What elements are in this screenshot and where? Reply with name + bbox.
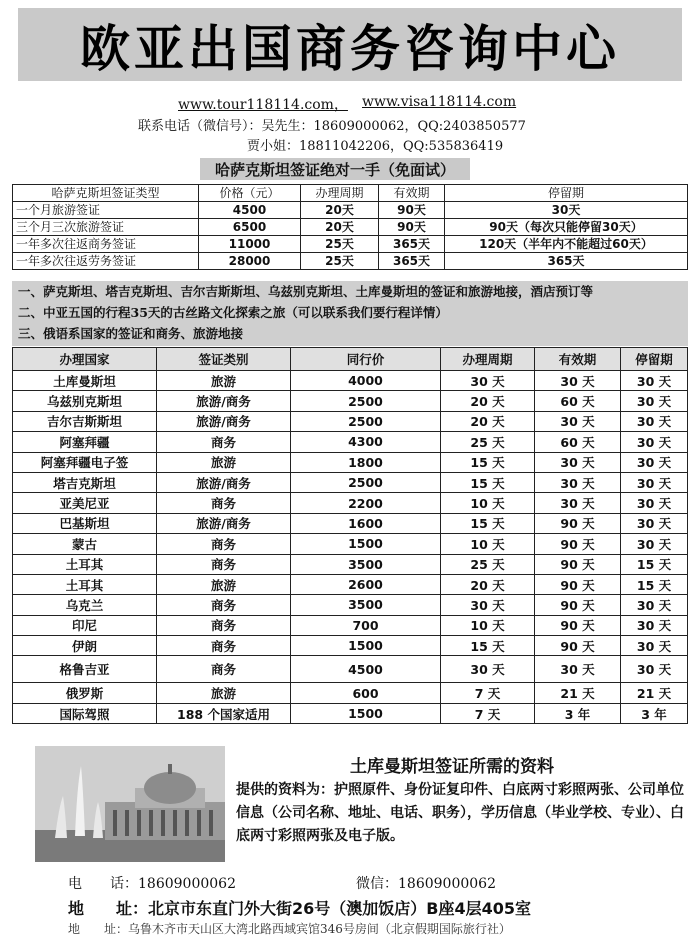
visa-category: 旅游 <box>157 574 291 594</box>
building-photo <box>35 746 225 862</box>
stay-period: 30 天 <box>621 513 688 533</box>
country: 印尼 <box>13 615 157 635</box>
table-row <box>13 554 688 574</box>
table-row <box>13 513 688 533</box>
validity: 30 天 <box>535 472 621 492</box>
visa-category: 商务 <box>157 554 291 574</box>
kazakhstan-visa-table <box>12 184 688 270</box>
validity: 30 天 <box>535 452 621 472</box>
palace-illustration <box>35 746 225 862</box>
stay-period: 120天（半年内不能超过60天） <box>445 236 688 253</box>
stay-period: 30 天 <box>621 656 688 683</box>
title-banner <box>18 8 682 81</box>
processing-period: 25 天 <box>441 432 535 452</box>
stay-period: 30 天 <box>621 636 688 656</box>
country: 土库曼斯坦 <box>13 371 157 391</box>
table-row <box>13 452 688 472</box>
price: 6500 <box>199 219 301 236</box>
stay-period: 30 天 <box>621 371 688 391</box>
validity: 90天 <box>379 202 445 219</box>
processing-period: 30 天 <box>441 371 535 391</box>
validity: 30 天 <box>535 411 621 431</box>
visa-category: 商务 <box>157 432 291 452</box>
country: 塔吉克斯坦 <box>13 472 157 492</box>
stay-period: 30天 <box>445 202 688 219</box>
stay-period: 3 年 <box>621 703 688 723</box>
validity: 60 天 <box>535 432 621 452</box>
visa-category: 旅游/商务 <box>157 391 291 411</box>
column-header: 停留期 <box>621 348 688 371</box>
validity: 90 天 <box>535 554 621 574</box>
contact-line-1: 联系电话（微信号）：吴先生：18609000062，QQ:2403850577 <box>138 119 526 134</box>
peer-price: 4300 <box>291 432 441 452</box>
visa-category: 旅游/商务 <box>157 513 291 533</box>
processing-period: 10 天 <box>441 534 535 554</box>
footer-address-beijing <box>68 896 531 919</box>
country: 国际驾照 <box>13 703 157 723</box>
validity: 21 天 <box>535 683 621 703</box>
column-header: 办理国家 <box>13 348 157 371</box>
services-notes <box>12 281 688 346</box>
contact-line-2: 贾小姐：18811042206，QQ:535836419 <box>247 139 504 154</box>
processing-period: 20天 <box>301 202 379 219</box>
peer-price: 1500 <box>291 636 441 656</box>
processing-period: 20天 <box>301 219 379 236</box>
address-label: 地 址： <box>68 899 149 918</box>
stay-period: 30 天 <box>621 472 688 492</box>
validity: 30 天 <box>535 493 621 513</box>
table-row <box>13 683 688 703</box>
country: 阿塞拜疆电子签 <box>13 452 157 472</box>
visa-category: 旅游/商务 <box>157 472 291 492</box>
column-header: 有效期 <box>535 348 621 371</box>
table-row <box>13 574 688 594</box>
stay-period: 30 天 <box>621 615 688 635</box>
table-row <box>13 493 688 513</box>
validity: 3 年 <box>535 703 621 723</box>
table-row <box>13 595 688 615</box>
address-text: 北京市东直门外大街26号（澳加饭店）B座4层405室 <box>148 899 532 918</box>
validity: 30 天 <box>535 371 621 391</box>
validity: 90 天 <box>535 595 621 615</box>
peer-price: 1600 <box>291 513 441 533</box>
peer-price: 4000 <box>291 371 441 391</box>
column-header: 价格（元） <box>199 185 301 202</box>
stay-period: 21 天 <box>621 683 688 703</box>
table-header-row <box>13 348 688 371</box>
page-title: 欧亚出国商务咨询中心 <box>80 19 620 78</box>
wechat-id: 18609000062 <box>398 876 496 892</box>
stay-period: 90天（每次只能停留30天） <box>445 219 688 236</box>
peer-price: 4500 <box>291 656 441 683</box>
processing-period: 7 天 <box>441 683 535 703</box>
validity: 365天 <box>379 253 445 270</box>
phone-number[interactable]: 18609000062 <box>138 876 236 892</box>
stay-period: 15 天 <box>621 574 688 594</box>
validity: 90 天 <box>535 574 621 594</box>
peer-price: 3500 <box>291 554 441 574</box>
processing-period: 30 天 <box>441 595 535 615</box>
peer-price: 1500 <box>291 534 441 554</box>
validity: 90天 <box>379 219 445 236</box>
processing-period: 25天 <box>301 236 379 253</box>
processing-period: 15 天 <box>441 452 535 472</box>
stay-period: 30 天 <box>621 432 688 452</box>
price: 28000 <box>199 253 301 270</box>
processing-period: 10 天 <box>441 615 535 635</box>
peer-price: 2200 <box>291 493 441 513</box>
validity: 90 天 <box>535 534 621 554</box>
stay-period: 30 天 <box>621 493 688 513</box>
country: 乌兹别克斯坦 <box>13 391 157 411</box>
column-header: 哈萨克斯坦签证类型 <box>13 185 199 202</box>
table-row <box>13 411 688 431</box>
country: 土耳其 <box>13 554 157 574</box>
wechat-label: 微信： <box>356 876 398 892</box>
country: 吉尔吉斯斯坦 <box>13 411 157 431</box>
country: 巴基斯坦 <box>13 513 157 533</box>
note-line: 三、俄语系国家的签证和商务、旅游地接 <box>18 326 244 341</box>
visa-category: 旅游/商务 <box>157 411 291 431</box>
country: 蒙古 <box>13 534 157 554</box>
processing-period: 10 天 <box>441 493 535 513</box>
visa-category: 商务 <box>157 615 291 635</box>
table-row <box>13 703 688 723</box>
requirements-body: 提供的资料为：护照原件、身份证复印件、白底两寸彩照两张、公司单位信息（公司名称、地址、电话、职务），学历信息（毕业学校、专业）、白底两寸彩照两张及电子版。 <box>236 782 684 844</box>
price: 4500 <box>199 202 301 219</box>
country: 阿塞拜疆 <box>13 432 157 452</box>
country: 俄罗斯 <box>13 683 157 703</box>
stay-period: 30 天 <box>621 411 688 431</box>
column-header: 办理周期 <box>441 348 535 371</box>
visa-category: 旅游 <box>157 371 291 391</box>
note-line: 一、萨克斯坦、塔吉克斯坦、吉尔吉斯斯坦、乌兹别克斯坦、土库曼斯坦的签证和旅游地接，酒店预订等 <box>18 284 594 299</box>
country: 伊朗 <box>13 636 157 656</box>
visa-category: 商务 <box>157 534 291 554</box>
column-header: 同行价 <box>291 348 441 371</box>
processing-period: 20 天 <box>441 391 535 411</box>
table-row <box>13 202 688 219</box>
visa-type: 一个月旅游签证 <box>13 202 199 219</box>
column-header: 签证类别 <box>157 348 291 371</box>
country: 亚美尼亚 <box>13 493 157 513</box>
visa-type: 三个月三次旅游签证 <box>13 219 199 236</box>
peer-price: 2500 <box>291 472 441 492</box>
stay-period: 365天 <box>445 253 688 270</box>
address-label: 地 址： <box>68 922 129 936</box>
stay-period: 30 天 <box>621 595 688 615</box>
table-row <box>13 432 688 452</box>
price: 11000 <box>199 236 301 253</box>
peer-price: 1800 <box>291 452 441 472</box>
processing-period: 15 天 <box>441 513 535 533</box>
table-row <box>13 371 688 391</box>
column-header: 有效期 <box>379 185 445 202</box>
validity: 90 天 <box>535 615 621 635</box>
requirements-title: 土库曼斯坦签证所需的资料 <box>350 757 554 777</box>
peer-price: 2600 <box>291 574 441 594</box>
validity: 90 天 <box>535 636 621 656</box>
table-row <box>13 656 688 683</box>
validity: 60 天 <box>535 391 621 411</box>
visa-category: 旅游 <box>157 683 291 703</box>
column-header: 停留期 <box>445 185 688 202</box>
stay-period: 30 天 <box>621 452 688 472</box>
stay-period: 30 天 <box>621 391 688 411</box>
stay-period: 15 天 <box>621 554 688 574</box>
stay-period: 30 天 <box>621 534 688 554</box>
footer-phone <box>68 873 236 893</box>
footer-address-urumqi <box>68 920 511 937</box>
country: 格鲁吉亚 <box>13 656 157 683</box>
visa-category: 商务 <box>157 656 291 683</box>
address-text: 乌鲁木齐市天山区大湾北路西域宾馆346号房间（北京假期国际旅行社） <box>128 922 511 936</box>
note-line: 二、中亚五国的行程35天的古丝路文化探索之旅（可以联系我们要行程详情） <box>18 305 448 320</box>
column-header: 办理周期 <box>301 185 379 202</box>
country: 乌克兰 <box>13 595 157 615</box>
table-row <box>13 236 688 253</box>
table-row <box>13 636 688 656</box>
visa-category: 188 个国家适用 <box>157 703 291 723</box>
processing-period: 20 天 <box>441 411 535 431</box>
peer-price: 2500 <box>291 391 441 411</box>
processing-period: 7 天 <box>441 703 535 723</box>
table-row <box>13 391 688 411</box>
validity: 365天 <box>379 236 445 253</box>
processing-period: 25天 <box>301 253 379 270</box>
visa-category: 商务 <box>157 595 291 615</box>
visa-type: 一年多次往返劳务签证 <box>13 253 199 270</box>
website-link-visa[interactable]: www.visa118114.com <box>362 94 517 110</box>
footer-wechat <box>356 873 496 893</box>
kazakhstan-banner: 哈萨克斯坦签证绝对一手（免面试） <box>200 158 470 180</box>
processing-period: 15 天 <box>441 472 535 492</box>
table-header-row <box>13 185 688 202</box>
visa-category: 商务 <box>157 636 291 656</box>
peer-price: 1500 <box>291 703 441 723</box>
processing-period: 20 天 <box>441 574 535 594</box>
processing-period: 15 天 <box>441 636 535 656</box>
visa-type: 一年多次往返商务签证 <box>13 236 199 253</box>
validity: 30 天 <box>535 656 621 683</box>
visa-category: 商务 <box>157 493 291 513</box>
peer-price: 2500 <box>291 411 441 431</box>
peer-price: 600 <box>291 683 441 703</box>
peer-price: 700 <box>291 615 441 635</box>
country: 土耳其 <box>13 574 157 594</box>
table-row <box>13 615 688 635</box>
table-body <box>13 371 688 724</box>
table-row <box>13 534 688 554</box>
processing-period: 25 天 <box>441 554 535 574</box>
processing-period: 30 天 <box>441 656 535 683</box>
website-link-tour[interactable]: www.tour118114.com， <box>178 97 348 113</box>
table-row <box>13 472 688 492</box>
table-row <box>13 253 688 270</box>
phone-label: 电 话： <box>68 876 138 892</box>
visa-category: 旅游 <box>157 452 291 472</box>
validity: 90 天 <box>535 513 621 533</box>
country-visa-table <box>12 347 688 724</box>
table-row <box>13 219 688 236</box>
peer-price: 3500 <box>291 595 441 615</box>
